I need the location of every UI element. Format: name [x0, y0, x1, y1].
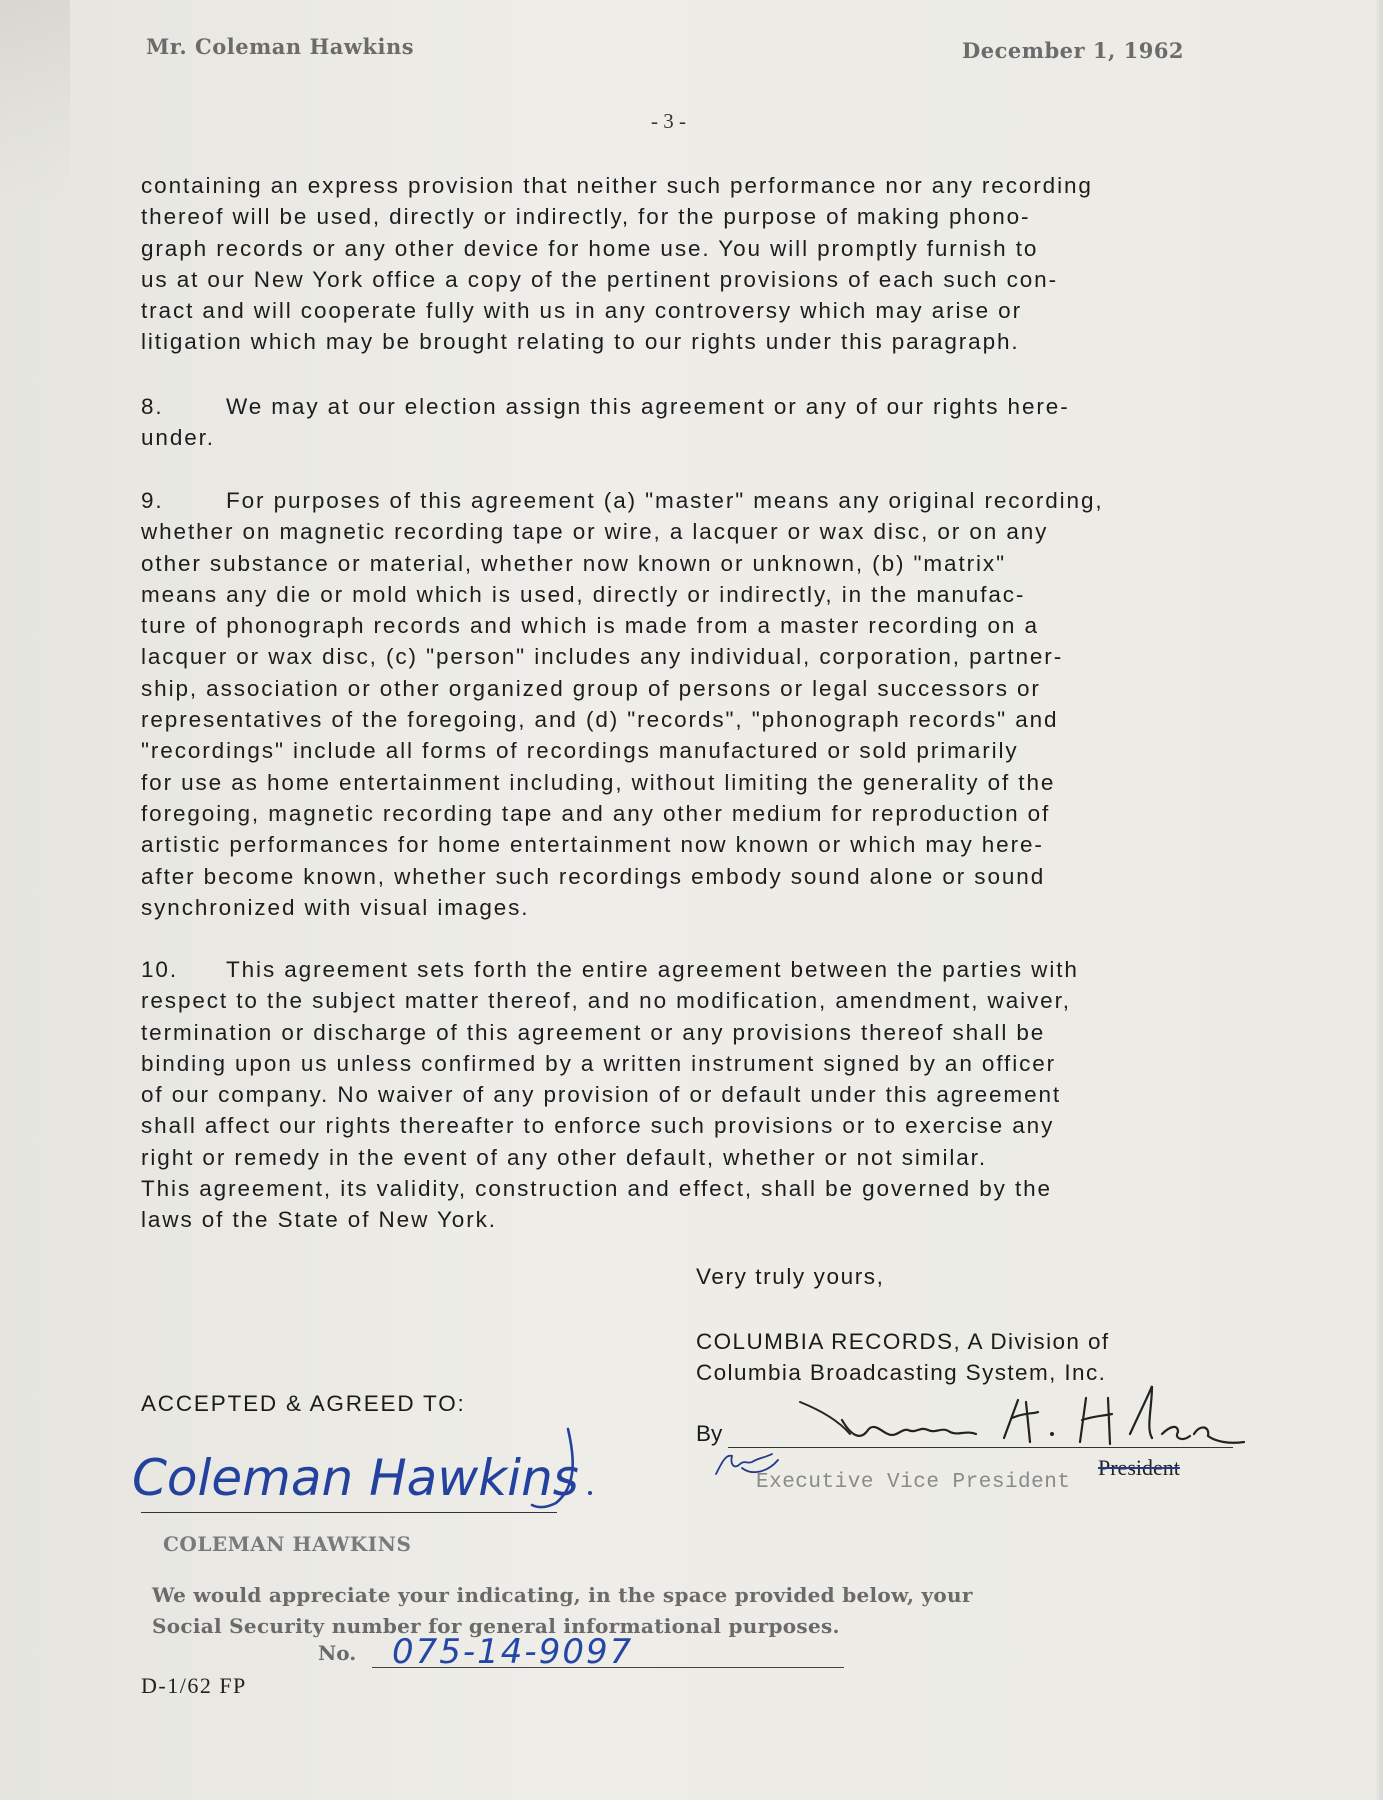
text-line: right or remedy in the event of any other default, whether or not similar. [141, 1144, 987, 1170]
paragraph-9 [141, 485, 1281, 923]
paragraph-number: 8. [141, 394, 164, 419]
text-line: means any die or mold which is used, directly or indirectly, in the manufac- [141, 581, 1026, 607]
acceptance-signature-line [141, 1512, 557, 1513]
text-line: ture of phonograph records and which is made from a master recording on a [141, 613, 1039, 639]
text-line: under. [141, 425, 215, 451]
page-number: - 3 - [651, 109, 686, 133]
text-line: tract and will cooperate fully with us in any controversy which may arise or [141, 298, 1022, 324]
text-line: lacquer or wax disc, (c) "person" includes any individual, corporation, partner- [141, 644, 1064, 670]
ssn-request-line: We would appreciate your indicating, in the space provided below, your [152, 1583, 973, 1607]
text-line: of our company. No waiver of any provision of or default under this agreement [141, 1082, 1062, 1108]
text-line: litigation which may be brought relating to our rights under this paragraph. [141, 329, 1020, 355]
text-line: binding upon us unless confirmed by a written instrument signed by an officer [141, 1050, 1057, 1076]
text-line: laws of the State of New York. [141, 1207, 497, 1233]
text-line: thereof will be used, directly or indirectly, for the purpose of making phono- [141, 204, 1031, 230]
text-line: respect to the subject matter thereof, and no modification, amendment, waiver, [141, 988, 1071, 1014]
text-line: after become known, whether such recordings embody sound alone or sound [141, 863, 1046, 889]
form-code: D-1/62 FP [141, 1673, 247, 1698]
text-line: foregoing, magnetic recording tape and any other medium for reproduction of [141, 800, 1051, 826]
hawkins-signature-text: Coleman Hawkins [132, 1449, 579, 1507]
company-line: Columbia Broadcasting System, Inc. [696, 1360, 1107, 1385]
paragraph-number: 9. [141, 488, 164, 513]
paragraph-continued [141, 170, 1281, 358]
text-line [141, 954, 1281, 985]
text-line: whether on magnetic recording tape or wire, a lacquer or wax disc, or on any [141, 519, 1049, 545]
ssn-request-line: Social Security number for general informational purposes. [152, 1614, 840, 1638]
paragraph-8 [141, 391, 1281, 454]
by-label: By [696, 1421, 723, 1446]
text-line [141, 485, 1281, 516]
text-line: artistic performances for home entertainment now known or which may here- [141, 832, 1044, 858]
closing-salutation: Very truly yours, [696, 1264, 885, 1289]
header-addressee: Mr. Coleman Hawkins [146, 34, 415, 59]
printed-name: COLEMAN HAWKINS [163, 1532, 412, 1556]
text-line-body: For purposes of this agreement (a) "master" means any original recording, [226, 488, 1104, 513]
text-line-body: We may at our election assign this agreement or any of our rights here- [226, 394, 1070, 419]
text-line: ship, association or other organized group of persons or legal successors or [141, 675, 1041, 701]
ssn-value: 075-14-9097 [392, 1632, 634, 1672]
text-line: other substance or material, whether now known or unknown, (b) "matrix" [141, 550, 1006, 576]
struck-title: President [1098, 1455, 1180, 1480]
text-line-body: This agreement sets forth the entire agreement between the parties with [226, 957, 1079, 982]
paper-edge-shadow [1375, 0, 1383, 1800]
paragraph-10 [141, 954, 1281, 1236]
text-line: synchronized with visual images. [141, 894, 530, 920]
ssn-label: No. [318, 1641, 357, 1665]
text-line: This agreement, its validity, construction and effect, shall be governed by the [141, 1176, 1052, 1202]
accepted-label: ACCEPTED & AGREED TO: [141, 1391, 466, 1416]
officer-title: Executive Vice President [756, 1471, 1071, 1494]
paper-fold-shadow [0, 0, 70, 200]
header-date: December 1, 1962 [962, 38, 1185, 63]
text-line: for use as home entertainment including, without limiting the generality of the [141, 769, 1056, 795]
text-line [141, 391, 1281, 422]
hawkins-signature [128, 1425, 598, 1515]
text-line: us at our New York office a copy of the pertinent provisions of each such con- [141, 266, 1058, 292]
text-line: "recordings" include all forms of recordings manufactured or sold primarily [141, 738, 1019, 764]
executive-signature [790, 1372, 1250, 1452]
text-line: termination or discharge of this agreement or any provisions thereof shall be [141, 1019, 1046, 1045]
text-line: representatives of the foregoing, and (d) "records", "phonograph records" and [141, 707, 1059, 733]
paragraph-number: 10. [141, 957, 178, 982]
text-line: graph records or any other device for home use. You will promptly furnish to [141, 235, 1039, 261]
company-line: COLUMBIA RECORDS, A Division of [696, 1329, 1110, 1354]
text-line: shall affect our rights thereafter to enforce such provisions or to exercise any [141, 1113, 1055, 1139]
text-line: containing an express provision that neither such performance nor any recording [141, 173, 1093, 198]
